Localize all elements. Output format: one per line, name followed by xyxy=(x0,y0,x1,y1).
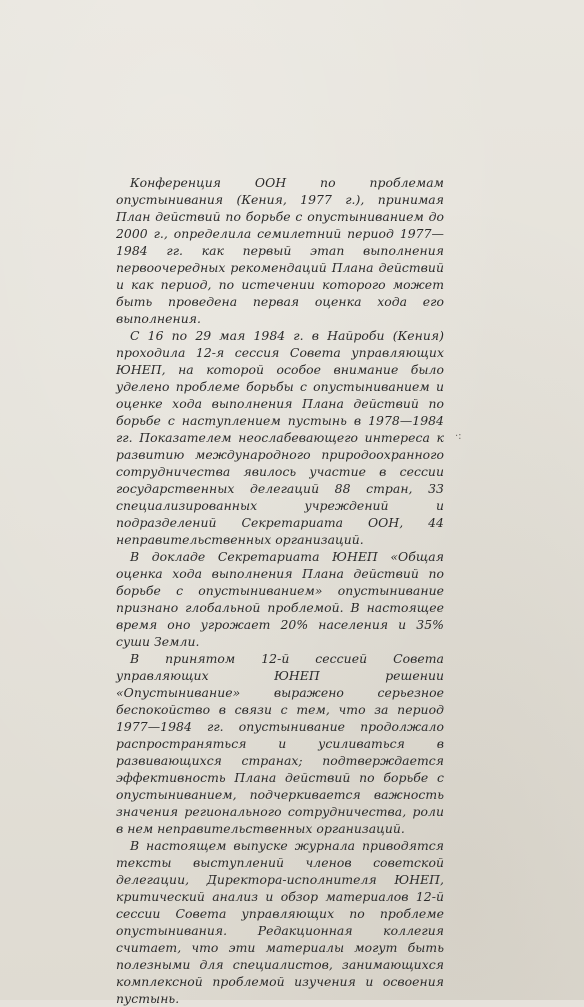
paragraph-1: Конференция ООН по проблемам опустынивания (Кения, 1977 г.), принимая План действий по борьбе с опустыниванием до 2000 г., определила семилетний период 1977—1984 гг. как первый этап выполнения первоочередных рекомендаций Плана действий и как период, по истечении которого может быть проведена первая оценка хода его выполнения. xyxy=(116,175,444,326)
paper-mark: ·: xyxy=(455,431,462,442)
paragraph-2: С 16 по 29 мая 1984 г. в Найроби (Кения) проходила 12-я сессия Совета управляющих ЮНЕП, на которой особое внимание было уделено проблеме борьбы с опустыниванием и оценке хода выполнения Плана действий по борьбе с наступлением пустынь в 1978—1984 гг. Показателем неослабевающего интереса к развитию международного природоохранного сотрудничества явилось участие в сессии государственных делегаций 88 стран, 33 специализированных учреждений и подразделений Секретариата ООН, 44 неправительственных организаций. xyxy=(116,328,444,547)
paragraph-4: В принятом 12-й сессией Совета управляющих ЮНЕП решении «Опустынивание» выражено серьезное беспокойство в связи с тем, что за период 1977—1984 гг. опустынивание продолжало распространяться и усиливаться в развивающихся странах; подтверждается эффективность Плана действий по борьбе с опустыниванием, подчеркивается важность значения регионального сотрудничества, роли в нем неправительственных организаций. xyxy=(116,651,444,836)
paragraph-5: В настоящем выпуске журнала приводятся тексты выступлений членов советской делегации, Директора-исполнителя ЮНЕП, критический анализ и обзор материалов 12-й сессии Совета управляющих по проблеме опустынивания. Редакционная коллегия считает, что эти материалы могут быть полезными для специалистов, занимающихся комплексной проблемой изучения и освоения пустынь. xyxy=(116,838,444,1006)
body-text xyxy=(116,174,444,1007)
paragraph-3: В докладе Секретариата ЮНЕП «Общая оценка хода выполнения Плана действий по борьбе с опустыниванием» опустынивание признано глобальной проблемой. В настоящее время оно угрожает 20% населения и 35% суши Земли. xyxy=(116,549,444,649)
